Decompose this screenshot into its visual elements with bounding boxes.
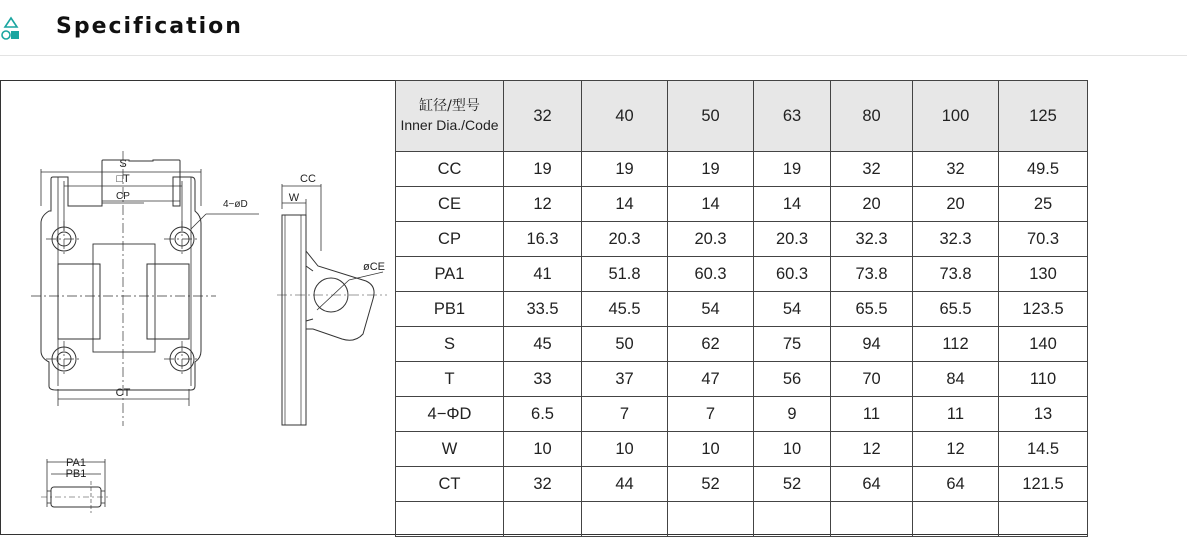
- row-label: S: [396, 327, 504, 362]
- side-view: [277, 184, 387, 425]
- table-cell: 130: [999, 257, 1088, 292]
- table-cell: 112: [913, 327, 999, 362]
- table-cell: 12: [913, 432, 999, 467]
- table-cell: [754, 502, 831, 537]
- table-cell: 32.3: [913, 222, 999, 257]
- table-cell: 9: [754, 397, 831, 432]
- table-cell: [504, 502, 582, 537]
- table-cell: 65.5: [913, 292, 999, 327]
- table-cell: 16.3: [504, 222, 582, 257]
- dim-label-w: W: [288, 192, 300, 204]
- column-header: 63: [754, 81, 831, 152]
- table-cell: 12: [831, 432, 913, 467]
- table-cell: [668, 502, 754, 537]
- table-cell: 14: [582, 187, 668, 222]
- technical-drawing: [1, 81, 396, 534]
- table-cell: 52: [754, 467, 831, 502]
- table-cell: 7: [668, 397, 754, 432]
- dim-label-pb1: PB1: [65, 468, 87, 480]
- table-cell: 41: [504, 257, 582, 292]
- table-header-row: [396, 81, 1088, 152]
- table-row: [396, 467, 1088, 502]
- table-cell: 47: [668, 362, 754, 397]
- dim-label-t: □T: [116, 173, 130, 185]
- table-cell: 49.5: [999, 152, 1088, 187]
- table-cell: 19: [504, 152, 582, 187]
- table-cell: 84: [913, 362, 999, 397]
- table-cell: 20.3: [582, 222, 668, 257]
- table-cell: 6.5: [504, 397, 582, 432]
- spec-table: [395, 80, 1088, 537]
- table-row: [396, 257, 1088, 292]
- table-cell: 19: [668, 152, 754, 187]
- table-cell: 73.8: [831, 257, 913, 292]
- table-cell: 11: [913, 397, 999, 432]
- table-cell: 94: [831, 327, 913, 362]
- table-cell: 20.3: [668, 222, 754, 257]
- table-row: [396, 362, 1088, 397]
- table-cell: 10: [504, 432, 582, 467]
- table-row: [396, 502, 1088, 537]
- table-cell: 54: [754, 292, 831, 327]
- table-row: [396, 152, 1088, 187]
- row-label: PB1: [396, 292, 504, 327]
- page-title: Specification: [56, 14, 243, 39]
- table-row: [396, 327, 1088, 362]
- table-cell: 25: [999, 187, 1088, 222]
- table-cell: 10: [668, 432, 754, 467]
- table-cell: 52: [668, 467, 754, 502]
- table-cell: 19: [582, 152, 668, 187]
- row-label: CT: [396, 467, 504, 502]
- table-cell: 11: [831, 397, 913, 432]
- table-cell: 73.8: [913, 257, 999, 292]
- table-cell: 20: [913, 187, 999, 222]
- table-cell: 7: [582, 397, 668, 432]
- table-cell: 32: [913, 152, 999, 187]
- table-cell: 60.3: [668, 257, 754, 292]
- table-cell: 75: [754, 327, 831, 362]
- table-cell: 13: [999, 397, 1088, 432]
- table-cell: 64: [831, 467, 913, 502]
- table-cell: 54: [668, 292, 754, 327]
- row-label: CC: [396, 152, 504, 187]
- table-cell: 20.3: [754, 222, 831, 257]
- table-cell: [913, 502, 999, 537]
- table-row: [396, 397, 1088, 432]
- table-cell: 123.5: [999, 292, 1088, 327]
- section-header: [0, 0, 1187, 56]
- table-cell: 65.5: [831, 292, 913, 327]
- dim-label-s: S: [119, 158, 127, 170]
- table-cell: 45: [504, 327, 582, 362]
- table-cell: 10: [582, 432, 668, 467]
- table-row: [396, 292, 1088, 327]
- table-cell: [831, 502, 913, 537]
- table-cell: 37: [582, 362, 668, 397]
- table-cell: 110: [999, 362, 1088, 397]
- table-cell: 14: [754, 187, 831, 222]
- table-cell: 70: [831, 362, 913, 397]
- row-label: T: [396, 362, 504, 397]
- table-cell: 12: [504, 187, 582, 222]
- table-cell: 33.5: [504, 292, 582, 327]
- table-cell: 121.5: [999, 467, 1088, 502]
- dim-label-cp: CP: [116, 191, 130, 202]
- table-cell: 19: [754, 152, 831, 187]
- table-cell: 10: [754, 432, 831, 467]
- table-cell: 20: [831, 187, 913, 222]
- table-cell: 60.3: [754, 257, 831, 292]
- column-header: 40: [582, 81, 668, 152]
- table-cell: 14: [668, 187, 754, 222]
- header-divider: [0, 55, 1187, 56]
- table-cell: 14.5: [999, 432, 1088, 467]
- row-label: W: [396, 432, 504, 467]
- table-cell: 64: [913, 467, 999, 502]
- dim-label-cc: CC: [300, 173, 316, 185]
- table-cell: 32: [831, 152, 913, 187]
- dim-label-ce: øCE: [363, 261, 385, 273]
- table-row: [396, 432, 1088, 467]
- row-label: [396, 502, 504, 537]
- table-cell: [582, 502, 668, 537]
- row-label: PA1: [396, 257, 504, 292]
- table-cell: 32.3: [831, 222, 913, 257]
- column-header: 125: [999, 81, 1088, 152]
- table-cell: [999, 502, 1088, 537]
- column-header: 50: [668, 81, 754, 152]
- table-cell: 50: [582, 327, 668, 362]
- table-cell: 62: [668, 327, 754, 362]
- dim-label-pa1: PA1: [66, 457, 86, 469]
- row-label: CP: [396, 222, 504, 257]
- dim-label-d: 4−øD: [223, 199, 248, 210]
- header-label-cell: [396, 81, 504, 152]
- table-cell: 32: [504, 467, 582, 502]
- table-cell: 33: [504, 362, 582, 397]
- table-row: [396, 187, 1088, 222]
- column-header: 32: [504, 81, 582, 152]
- column-header: 80: [831, 81, 913, 152]
- table-cell: 140: [999, 327, 1088, 362]
- row-label: CE: [396, 187, 504, 222]
- table-cell: 45.5: [582, 292, 668, 327]
- column-header: 100: [913, 81, 999, 152]
- table-cell: 56: [754, 362, 831, 397]
- table-cell: 44: [582, 467, 668, 502]
- row-label: 4−ΦD: [396, 397, 504, 432]
- shapes-logo-icon: [0, 16, 22, 42]
- header-label-cn: 缸径/型号: [419, 98, 480, 114]
- table-cell: 51.8: [582, 257, 668, 292]
- table-row: [396, 222, 1088, 257]
- dim-label-ct: CT: [115, 387, 131, 399]
- header-label-en: Inner Dia./Code: [400, 117, 499, 133]
- table-cell: 70.3: [999, 222, 1088, 257]
